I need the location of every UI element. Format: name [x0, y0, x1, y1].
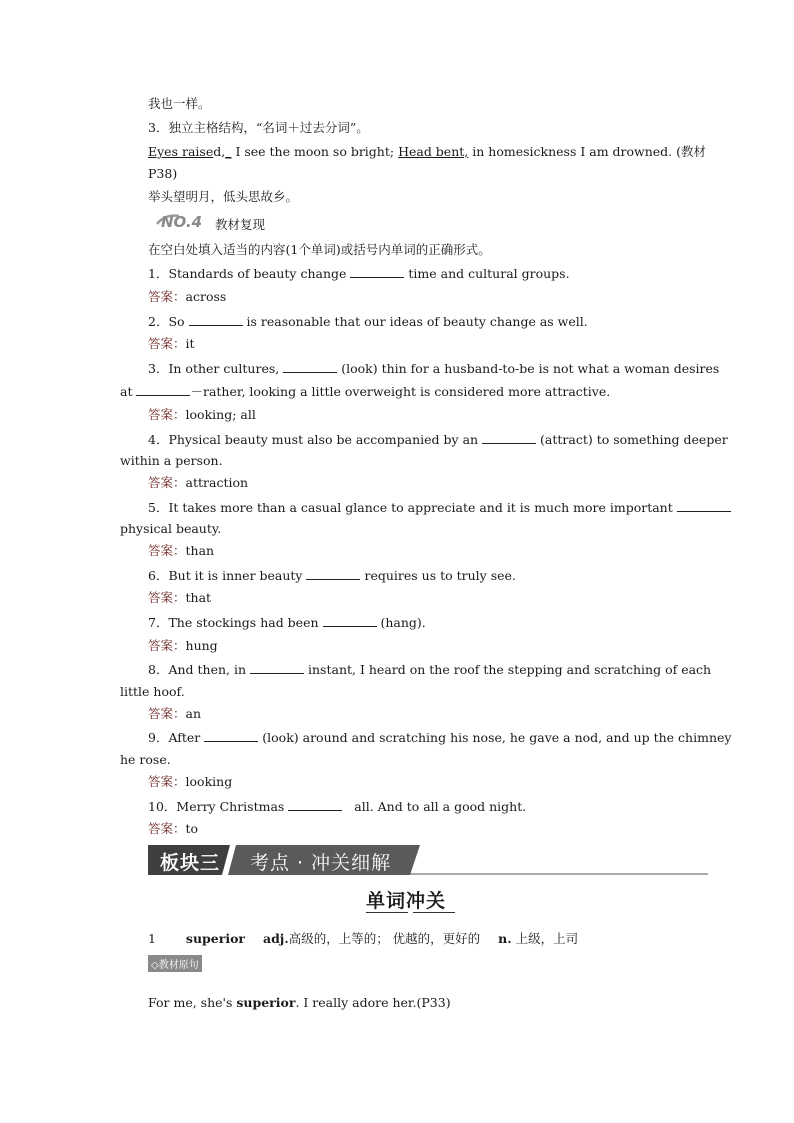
- blank[interactable]: [306, 567, 360, 580]
- source-tag: ◇教材原句: [148, 955, 202, 972]
- section-banner: [148, 845, 708, 875]
- blank[interactable]: [350, 265, 404, 278]
- exercise-item: 6．But it is inner beauty requires us to truly see.: [148, 568, 516, 583]
- exercise-item-cont: at －rather, looking a little overweight is considered more attractive.: [120, 384, 611, 399]
- word-entry: [148, 931, 578, 947]
- blank[interactable]: [189, 313, 243, 326]
- blank[interactable]: [482, 431, 536, 444]
- blank[interactable]: [204, 729, 258, 742]
- banner-title: 考点 · 冲关细解: [250, 852, 392, 874]
- no4-badge-icon: [155, 210, 211, 232]
- text: I see the moon so bright;: [235, 144, 395, 159]
- exercise-item-cont: within a person.: [120, 453, 223, 468]
- section-title: 教材复现: [215, 217, 266, 232]
- exercise-item: 5．It takes more than a casual glance to appreciate and it is much more important: [148, 499, 731, 516]
- exercise-item-cont: physical beauty.: [120, 521, 222, 536]
- text: d,: [213, 144, 226, 159]
- blank[interactable]: [136, 383, 190, 396]
- answer: 答案：it: [148, 336, 195, 351]
- part-of-speech: n.: [498, 931, 512, 946]
- exercise-item: 3．In other cultures, (look) thin for a husband-to-be is not what a woman desires: [148, 361, 720, 376]
- translation: 举头望明月，低头思故乡。: [148, 189, 299, 204]
- underlined-phrase: Head bent,: [398, 144, 469, 159]
- example-sentence: For me, she's superior. I really adore her.(P33): [148, 995, 451, 1010]
- answer: 答案：hung: [148, 638, 218, 653]
- example-source: P38): [148, 166, 178, 181]
- definition: 上级，上司: [515, 931, 579, 946]
- word-number: 1: [148, 931, 156, 946]
- example-sentence: [148, 144, 706, 160]
- answer: 答案：looking: [148, 774, 233, 789]
- blank[interactable]: [250, 661, 304, 674]
- title-underline: [366, 912, 408, 913]
- answer: 答案：across: [148, 289, 227, 304]
- underlined-phrase: _: [225, 144, 232, 159]
- answer: 答案：an: [148, 706, 202, 721]
- blank[interactable]: [323, 614, 377, 627]
- blank[interactable]: [283, 360, 337, 373]
- title-underline: [413, 912, 455, 913]
- badge-text: NO.4: [161, 213, 203, 231]
- exercise-item: 4．Physical beauty must also be accompanied by an (attract) to something deeper: [148, 432, 728, 447]
- exercise-item: 10．Merry Christmas all. And to all a good night.: [148, 799, 527, 814]
- headword: superior: [185, 931, 245, 946]
- banner-block: 板块三: [160, 852, 221, 874]
- exercise-item: 7．The stockings had been (hang)．: [148, 615, 435, 630]
- exercise-item-cont: he rose.: [120, 752, 171, 767]
- answer: 答案：looking; all: [148, 407, 256, 422]
- answer: 答案：than: [148, 543, 215, 558]
- definition: 高级的，上等的； 优越的，更好的: [288, 931, 481, 946]
- part-of-speech: adj.: [262, 931, 289, 946]
- answer: 答案：that: [148, 590, 212, 605]
- answer: 答案：attraction: [148, 475, 249, 490]
- word-section-title: 单词冲关: [366, 890, 447, 912]
- headword: superior: [236, 995, 296, 1010]
- intro-line: 我也一样。: [148, 96, 211, 111]
- answer: 答案：to: [148, 821, 199, 836]
- underlined-phrase: Eyes raise: [148, 144, 214, 159]
- exercise-item: 2．So is reasonable that our ideas of beauty change as well.: [148, 314, 588, 329]
- instruction: 在空白处填入适当的内容(1个单词)或括号内单词的正确形式。: [148, 242, 491, 257]
- exercise-item: 1．Standards of beauty change time and cultural groups.: [148, 266, 570, 281]
- blank[interactable]: [677, 499, 731, 512]
- exercise-item: 9．After (look) around and scratching his nose, he gave a nod, and up the chimney: [148, 730, 732, 745]
- blank[interactable]: [288, 798, 342, 811]
- text: in homesickness I am drowned. (教材: [472, 144, 707, 159]
- item-title: 3．独立主格结构，“名词＋过去分词”。: [148, 120, 369, 135]
- exercise-item: 8．And then, in instant, I heard on the roof the stepping and scratching of each: [148, 662, 712, 677]
- exercise-item-cont: little hoof.: [120, 684, 185, 699]
